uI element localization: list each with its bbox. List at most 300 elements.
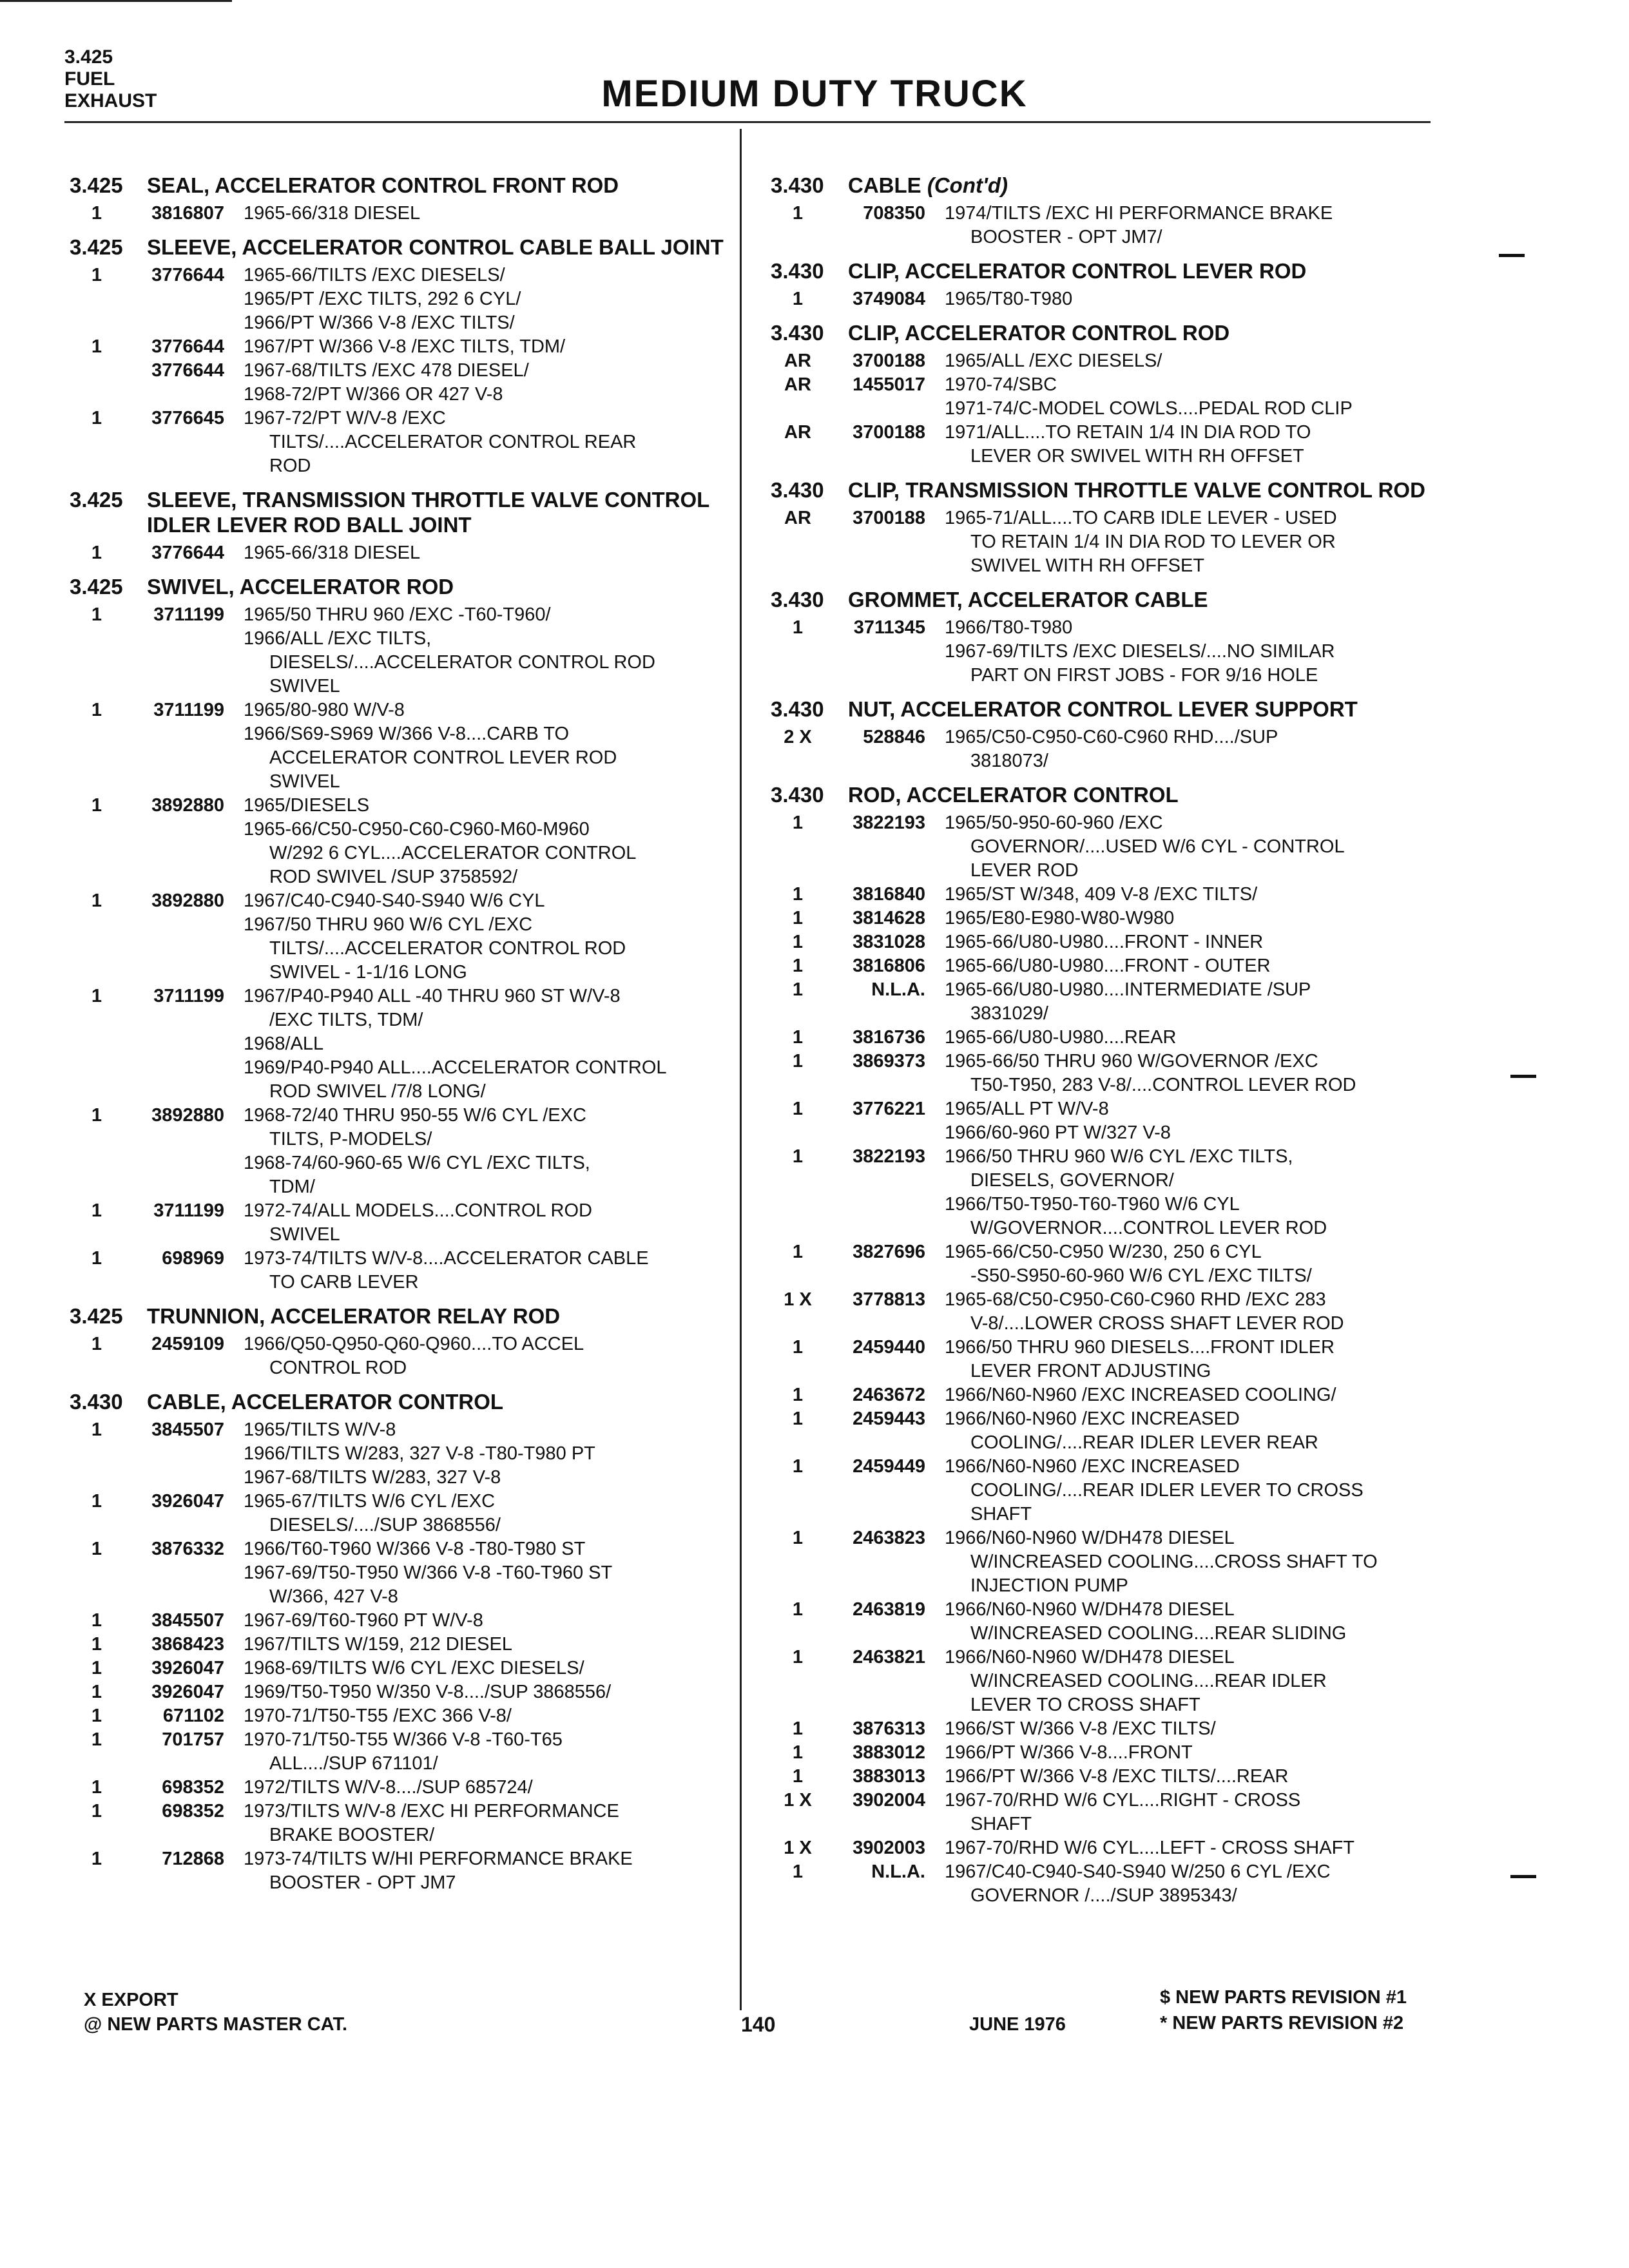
application-lines <box>945 1240 1441 1288</box>
quantity: 1 <box>792 932 804 952</box>
application-lines <box>945 1455 1441 1526</box>
quantity: 1 <box>91 986 102 1006</box>
part-entry <box>70 359 733 407</box>
section-heading <box>771 477 1441 503</box>
application-line: DIESELS/..../SUP 3868556/ <box>269 1515 501 1535</box>
part-number: 3868423 <box>151 1634 224 1655</box>
application-line: 1966/PT W/366 V-8 /EXC TILTS/....REAR <box>945 1766 1289 1787</box>
part-entry <box>771 1526 1441 1598</box>
quantity: AR <box>784 508 811 528</box>
part-entry <box>771 726 1441 773</box>
part-number: 3822193 <box>853 812 925 833</box>
application-line: 1966/N60-N960 W/DH478 DIESEL <box>945 1599 1235 1620</box>
quantity: 2 X <box>784 727 812 747</box>
section-title <box>147 1303 733 1329</box>
quantity: 1 <box>91 700 102 720</box>
application-lines <box>244 1247 733 1294</box>
part-number: 3876332 <box>151 1539 224 1559</box>
application-line: 3818073/ <box>970 751 1048 771</box>
part-number: 3926047 <box>151 1658 224 1678</box>
part-entry <box>771 1836 1441 1860</box>
part-number: 3816806 <box>853 956 925 976</box>
quantity: 1 <box>91 1729 102 1750</box>
part-entry <box>771 954 1441 978</box>
catalog-section <box>771 173 1441 249</box>
application-lines <box>945 883 1441 907</box>
part-number: 1455017 <box>853 374 925 395</box>
part-entry <box>70 1609 733 1633</box>
application-lines <box>945 978 1441 1026</box>
application-line: 1966/PT W/366 V-8....FRONT <box>945 1742 1193 1763</box>
application-line: 1965/ST W/348, 409 V-8 /EXC TILTS/ <box>945 884 1258 905</box>
part-number: 3827696 <box>853 1242 925 1262</box>
quantity: 1 <box>792 289 804 309</box>
part-number: 2459449 <box>853 1456 925 1477</box>
application-line: 1967-69/TILTS /EXC DIESELS/....NO SIMILAR <box>945 641 1335 662</box>
application-lines <box>945 954 1441 978</box>
part-entry <box>771 1455 1441 1526</box>
application-lines <box>244 1800 733 1847</box>
part-entry <box>70 1776 733 1800</box>
application-line: 1965-66/C50-C950-C60-C960-M60-M960 <box>244 819 590 840</box>
part-entry <box>771 1741 1441 1765</box>
application-lines <box>244 1633 733 1657</box>
application-line: 1966/ALL /EXC TILTS, <box>244 628 432 649</box>
application-line: DIESELS, GOVERNOR/ <box>970 1170 1174 1191</box>
application-line: SHAFT <box>970 1504 1032 1524</box>
application-line: 1971-74/C-MODEL COWLS....PEDAL ROD CLIP <box>945 398 1353 419</box>
part-number: N.L.A. <box>871 979 925 1000</box>
application-line: GOVERNOR /..../SUP 3895343/ <box>970 1885 1237 1906</box>
application-line: LEVER OR SWIVEL WITH RH OFFSET <box>970 446 1304 466</box>
application-line: 1969/T50-T950 W/350 V-8..../SUP 3868556/ <box>244 1682 612 1702</box>
page-title: MEDIUM DUTY TRUCK <box>601 73 1028 115</box>
application-line: INJECTION PUMP <box>970 1575 1128 1596</box>
section-title-text: CLIP, ACCELERATOR CONTROL LEVER ROD <box>848 259 1307 283</box>
section-code-exhaust: EXHAUST <box>64 90 157 111</box>
application-line: 1966/50 THRU 960 W/6 CYL /EXC TILTS, <box>945 1146 1293 1167</box>
part-entry <box>70 541 733 565</box>
quantity: 1 <box>792 1385 804 1405</box>
application-line: SWIVEL - 1-1/16 LONG <box>269 962 467 983</box>
section-title <box>848 697 1441 722</box>
part-number: 3711199 <box>153 604 224 625</box>
part-number: 528846 <box>863 727 925 747</box>
part-entry <box>771 907 1441 930</box>
section-title <box>848 173 1441 198</box>
application-line: W/INCREASED COOLING....REAR IDLER <box>970 1671 1327 1691</box>
application-line: ACCELERATOR CONTROL LEVER ROD <box>269 747 617 768</box>
application-line: 1965-66/U80-U980....REAR <box>945 1027 1177 1048</box>
footer-revision-1: $ NEW PARTS REVISION #1 <box>1160 1987 1407 2008</box>
application-lines <box>244 794 733 889</box>
application-line: 1965/ALL PT W/V-8 <box>945 1099 1109 1119</box>
application-lines <box>244 889 733 985</box>
part-entry <box>70 1104 733 1199</box>
part-entry <box>70 1418 733 1490</box>
application-lines <box>244 1537 733 1609</box>
quantity: 1 <box>91 1658 102 1678</box>
quantity: 1 <box>792 1766 804 1787</box>
application-lines <box>244 698 733 794</box>
application-line: 1965/PT /EXC TILTS, 292 6 CYL/ <box>244 289 521 309</box>
part-number: 3711199 <box>153 986 224 1006</box>
part-number: 3892880 <box>151 890 224 911</box>
application-line: 1971/ALL....TO RETAIN 1/4 IN DIA ROD TO <box>945 422 1311 443</box>
application-line: ALL..../SUP 671101/ <box>269 1753 438 1774</box>
part-number: 3814628 <box>853 908 925 928</box>
footer-export-note: X EXPORT <box>84 1990 178 2010</box>
application-line: ROD SWIVEL /7/8 LONG/ <box>269 1081 486 1102</box>
application-line: 1967-68/TILTS W/283, 327 V-8 <box>244 1467 501 1488</box>
application-line: TILTS, P-MODELS/ <box>269 1129 432 1149</box>
application-line: 1972-74/ALL MODELS....CONTROL ROD <box>244 1200 592 1221</box>
quantity: 1 <box>91 1105 102 1126</box>
application-line: 1965-66/U80-U980....INTERMEDIATE /SUP <box>945 979 1311 1000</box>
application-lines <box>244 603 733 698</box>
application-line: 1970-71/T50-T55 W/366 V-8 -T60-T65 <box>244 1729 563 1750</box>
application-line: 1965/50 THRU 960 /EXC -T60-T960/ <box>244 604 551 625</box>
part-number: 3902003 <box>853 1838 925 1858</box>
application-lines <box>244 359 733 407</box>
application-line: 1965-66/318 DIESEL <box>244 203 421 224</box>
section-heading <box>771 697 1441 722</box>
part-number: 3711199 <box>153 1200 224 1221</box>
section-number: 3.430 <box>771 478 824 502</box>
application-lines <box>945 1526 1441 1598</box>
quantity: 1 <box>792 1742 804 1763</box>
application-line: 1965/ALL /EXC DIESELS/ <box>945 351 1162 371</box>
part-entry <box>771 1765 1441 1789</box>
part-entry <box>771 1789 1441 1836</box>
quantity: 1 <box>91 1682 102 1702</box>
application-line: 1967/50 THRU 960 W/6 CYL /EXC <box>244 914 533 935</box>
application-line: 1974/TILTS /EXC HI PERFORMANCE BRAKE <box>945 203 1333 224</box>
section-title <box>147 574 733 599</box>
application-line: SWIVEL WITH RH OFFSET <box>970 555 1205 576</box>
section-title <box>848 320 1441 345</box>
application-lines <box>945 373 1441 421</box>
part-number: 3749084 <box>853 289 925 309</box>
part-number: 712868 <box>162 1849 224 1869</box>
application-lines <box>244 1704 733 1728</box>
application-line: 1966/N60-N960 /EXC INCREASED <box>945 1456 1240 1477</box>
quantity: 1 <box>91 1419 102 1440</box>
application-lines <box>244 1657 733 1680</box>
application-line: TO RETAIN 1/4 IN DIA ROD TO LEVER OR <box>970 532 1336 552</box>
application-line: 1966/Q50-Q950-Q60-Q960....TO ACCEL <box>244 1334 584 1354</box>
application-line: 1967/C40-C940-S40-S940 W/250 6 CYL /EXC <box>945 1861 1331 1882</box>
application-lines <box>244 202 733 226</box>
quantity: 1 <box>91 795 102 816</box>
part-number: 2459443 <box>853 1408 925 1429</box>
application-line: T50-T950, 283 V-8/....CONTROL LEVER ROD <box>970 1075 1356 1095</box>
part-number: 2463821 <box>853 1647 925 1667</box>
part-entry <box>771 287 1441 311</box>
quantity: 1 <box>91 1491 102 1512</box>
quantity: 1 <box>91 1610 102 1631</box>
quantity: 1 <box>792 203 804 224</box>
left-column <box>70 173 733 1904</box>
section-code-number: 3.425 <box>64 46 113 68</box>
part-number: 3883012 <box>853 1742 925 1763</box>
application-line: 1967-72/PT W/V-8 /EXC <box>244 408 446 428</box>
section-title <box>848 258 1441 284</box>
quantity: 1 <box>91 890 102 911</box>
application-line: 1965/50-950-60-960 /EXC <box>945 812 1163 833</box>
column-divider <box>740 129 742 2010</box>
application-lines <box>945 930 1441 954</box>
quantity: 1 <box>792 979 804 1000</box>
part-number: 3892880 <box>151 795 224 816</box>
application-line: SWIVEL <box>269 1224 340 1245</box>
section-title-text: CLIP, TRANSMISSION THROTTLE VALVE CONTROL ROD <box>848 478 1425 502</box>
application-line: 1968-72/PT W/366 OR 427 V-8 <box>244 384 503 405</box>
application-line: W/GOVERNOR....CONTROL LEVER ROD <box>970 1218 1327 1238</box>
application-line: W/INCREASED COOLING....CROSS SHAFT TO <box>970 1552 1378 1572</box>
top-rule <box>0 0 232 2</box>
part-entry <box>70 603 733 698</box>
application-line: 1965-66/50 THRU 960 W/GOVERNOR /EXC <box>945 1051 1318 1072</box>
part-number: 701757 <box>162 1729 224 1750</box>
part-number: 708350 <box>863 203 925 224</box>
application-lines <box>244 985 733 1104</box>
application-lines <box>945 1383 1441 1407</box>
application-line: 1966/N60-N960 W/DH478 DIESEL <box>945 1647 1235 1667</box>
page-number: 140 <box>741 2013 776 2036</box>
section-number: 3.430 <box>771 321 824 345</box>
application-lines <box>945 506 1441 578</box>
part-number: 698352 <box>162 1801 224 1821</box>
quantity: 1 <box>792 1146 804 1167</box>
application-line: 1966/TILTS W/283, 327 V-8 -T80-T980 PT <box>244 1443 595 1464</box>
quantity: AR <box>784 374 811 395</box>
section-title-text: GROMMET, ACCELERATOR CABLE <box>848 588 1208 611</box>
section-title <box>147 235 733 260</box>
quantity: 1 <box>91 1801 102 1821</box>
application-line: 1965/DIESELS <box>244 795 370 816</box>
application-line: 1967/TILTS W/159, 212 DIESEL <box>244 1634 512 1655</box>
application-line: 1968-72/40 THRU 950-55 W/6 CYL /EXC <box>244 1105 586 1126</box>
application-line: 1965-71/ALL....TO CARB IDLE LEVER - USED <box>945 508 1337 528</box>
quantity: 1 <box>792 1861 804 1882</box>
application-lines <box>244 1680 733 1704</box>
quantity: 1 <box>91 1706 102 1726</box>
quantity: 1 <box>91 604 102 625</box>
part-number: 3926047 <box>151 1491 224 1512</box>
part-number: 2459109 <box>151 1334 224 1354</box>
application-lines <box>945 1717 1441 1741</box>
part-number: 3776221 <box>853 1099 925 1119</box>
application-line: 1966/T50-T950-T60-T960 W/6 CYL <box>945 1194 1240 1215</box>
quantity: 1 <box>792 1242 804 1262</box>
application-line: ROD SWIVEL /SUP 3758592/ <box>269 867 518 887</box>
application-line: 1967-69/T60-T960 PT W/V-8 <box>244 1610 483 1631</box>
part-entry <box>70 985 733 1104</box>
application-line: 1966/50 THRU 960 DIESELS....FRONT IDLER <box>945 1337 1335 1358</box>
application-line: TILTS/....ACCELERATOR CONTROL REAR <box>269 432 637 452</box>
application-lines <box>945 287 1441 311</box>
part-entry <box>70 1490 733 1537</box>
section-number: 3.425 <box>70 173 123 197</box>
application-line: PART ON FIRST JOBS - FOR 9/16 HOLE <box>970 665 1318 686</box>
section-title-text: ROD, ACCELERATOR CONTROL <box>848 783 1179 807</box>
part-number: 698352 <box>162 1777 224 1798</box>
quantity: 1 <box>91 1248 102 1269</box>
application-line: 1968-74/60-960-65 W/6 CYL /EXC TILTS, <box>244 1153 590 1173</box>
application-lines <box>945 1026 1441 1050</box>
quantity: AR <box>784 422 811 443</box>
quantity: 1 <box>91 1539 102 1559</box>
application-lines <box>945 1050 1441 1097</box>
catalog-section <box>70 173 733 226</box>
part-number: 3883013 <box>853 1766 925 1787</box>
part-number: 3926047 <box>151 1682 224 1702</box>
application-line: 1965/80-980 W/V-8 <box>244 700 405 720</box>
application-lines <box>945 349 1441 373</box>
part-number: 3700188 <box>853 422 925 443</box>
application-line: V-8/....LOWER CROSS SHAFT LEVER ROD <box>970 1313 1344 1334</box>
application-line: TILTS/....ACCELERATOR CONTROL ROD <box>269 938 626 959</box>
section-title-text: SWIVEL, ACCELERATOR ROD <box>147 575 454 599</box>
application-line: 1966/N60-N960 /EXC INCREASED COOLING/ <box>945 1385 1336 1405</box>
section-number: 3.425 <box>70 1304 123 1328</box>
application-line: 1967-68/TILTS /EXC 478 DIESEL/ <box>244 360 529 381</box>
application-line: 1970-74/SBC <box>945 374 1057 395</box>
application-line: 1965/E80-E980-W80-W980 <box>945 908 1175 928</box>
section-heading <box>771 587 1441 612</box>
part-entry <box>771 1598 1441 1646</box>
part-number: 671102 <box>162 1706 224 1726</box>
application-lines <box>244 1728 733 1776</box>
application-lines <box>945 1646 1441 1717</box>
part-entry <box>771 883 1441 907</box>
section-code-fuel: FUEL <box>64 68 115 90</box>
part-number: 2459440 <box>853 1337 925 1358</box>
quantity: 1 <box>91 265 102 285</box>
part-entry <box>771 1097 1441 1145</box>
application-line: 1966/N60-N960 /EXC INCREASED <box>945 1408 1240 1429</box>
application-lines <box>244 1332 733 1380</box>
application-lines <box>244 541 733 565</box>
part-number: 3816840 <box>853 884 925 905</box>
application-line: LEVER ROD <box>970 860 1079 881</box>
quantity: 1 <box>792 1718 804 1739</box>
quantity: 1 <box>91 1334 102 1354</box>
section-title-text: TRUNNION, ACCELERATOR RELAY ROD <box>147 1304 561 1328</box>
section-heading <box>771 782 1441 807</box>
application-line: 1968/ALL <box>244 1033 324 1054</box>
section-number: 3.430 <box>771 697 824 721</box>
section-title <box>848 587 1441 612</box>
quantity: 1 X <box>784 1790 812 1811</box>
application-line: 1967/P40-P940 ALL -40 THRU 960 ST W/V-8 <box>244 986 621 1006</box>
section-title <box>848 477 1441 503</box>
part-number: 2463819 <box>853 1599 925 1620</box>
application-lines <box>945 1407 1441 1455</box>
application-line: 1967/PT W/366 V-8 /EXC TILTS, TDM/ <box>244 336 566 357</box>
part-number: N.L.A. <box>871 1861 925 1882</box>
part-number: 3845507 <box>151 1610 224 1631</box>
quantity: 1 <box>91 336 102 357</box>
footer-date: JUNE 1976 <box>969 2014 1066 2035</box>
application-line: BOOSTER - OPT JM7/ <box>970 227 1162 247</box>
application-lines <box>945 1288 1441 1336</box>
application-line: 1965/C50-C950-C60-C960 RHD..../SUP <box>945 727 1278 747</box>
part-entry <box>70 1704 733 1728</box>
application-line: 1965-66/U80-U980....FRONT - INNER <box>945 932 1264 952</box>
quantity: 1 <box>792 1528 804 1548</box>
application-lines <box>945 1741 1441 1765</box>
catalog-section <box>771 258 1441 311</box>
part-entry <box>771 1646 1441 1717</box>
application-line: BOOSTER - OPT JM7 <box>269 1872 456 1893</box>
margin-mark <box>1499 254 1525 257</box>
catalog-section <box>771 697 1441 773</box>
quantity: 1 <box>792 884 804 905</box>
quantity: 1 <box>792 812 804 833</box>
application-line: SWIVEL <box>269 676 340 697</box>
part-entry <box>70 407 733 478</box>
application-lines <box>244 407 733 478</box>
application-line: 1965/TILTS W/V-8 <box>244 1419 396 1440</box>
application-line: COOLING/....REAR IDLER LEVER TO CROSS <box>970 1480 1364 1501</box>
application-line: LEVER TO CROSS SHAFT <box>970 1695 1200 1715</box>
application-lines <box>945 1836 1441 1860</box>
section-heading <box>771 320 1441 345</box>
section-title <box>147 173 733 198</box>
part-entry <box>771 421 1441 468</box>
section-title-text: CABLE, ACCELERATOR CONTROL <box>147 1390 504 1414</box>
section-title <box>848 782 1441 807</box>
section-number: 3.425 <box>70 575 123 599</box>
part-number: 3816736 <box>853 1027 925 1048</box>
application-line: 1965-66/C50-C950 W/230, 250 6 CYL <box>945 1242 1262 1262</box>
part-entry <box>771 373 1441 421</box>
quantity: 1 <box>91 1849 102 1869</box>
catalog-section <box>70 235 733 478</box>
part-entry <box>771 1050 1441 1097</box>
catalog-section <box>70 1389 733 1895</box>
section-title-text: CABLE <box>848 173 921 197</box>
part-number: 3776644 <box>151 336 224 357</box>
quantity: 1 <box>792 1051 804 1072</box>
part-entry <box>70 1537 733 1609</box>
quantity: 1 <box>91 1200 102 1221</box>
application-line: LEVER FRONT ADJUSTING <box>970 1361 1211 1381</box>
application-lines <box>945 811 1441 883</box>
catalog-section <box>70 1303 733 1380</box>
right-column <box>771 173 1441 1917</box>
part-entry <box>771 1860 1441 1908</box>
application-lines <box>244 1847 733 1895</box>
application-line: 1965-66/318 DIESEL <box>244 543 421 563</box>
quantity: 1 <box>792 956 804 976</box>
application-line: 1966/PT W/366 V-8 /EXC TILTS/ <box>244 312 515 333</box>
part-entry <box>70 794 733 889</box>
part-entry <box>771 506 1441 578</box>
part-number: 2463672 <box>853 1385 925 1405</box>
application-lines <box>945 907 1441 930</box>
application-line: BRAKE BOOSTER/ <box>269 1825 435 1845</box>
part-number: 3776644 <box>151 265 224 285</box>
part-entry <box>70 1847 733 1895</box>
application-line: -S50-S950-60-960 W/6 CYL /EXC TILTS/ <box>970 1265 1312 1286</box>
application-lines <box>945 1097 1441 1145</box>
part-entry <box>70 1728 733 1776</box>
part-entry <box>70 1332 733 1380</box>
application-line: 1973-74/TILTS W/HI PERFORMANCE BRAKE <box>244 1849 633 1869</box>
